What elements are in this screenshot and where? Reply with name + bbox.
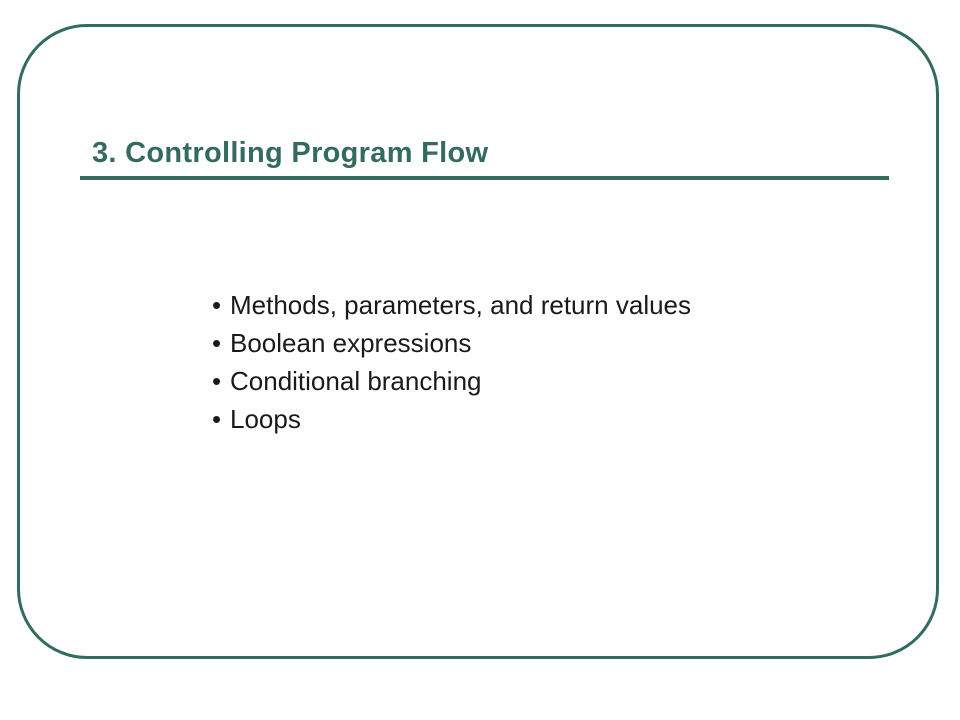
bullet-text: Boolean expressions (230, 328, 472, 358)
bullet-list (212, 286, 691, 438)
list-item (212, 324, 691, 362)
bullet-icon: • (212, 366, 222, 396)
bullet-text: Methods, parameters, and return values (230, 290, 692, 320)
bullet-icon: • (212, 404, 222, 434)
bullet-text: Loops (230, 404, 301, 434)
list-item (212, 362, 691, 400)
title-underline (80, 176, 889, 180)
list-item (212, 286, 691, 324)
bullet-text: Conditional branching (230, 366, 482, 396)
bullet-icon: • (212, 290, 222, 320)
bullet-icon: • (212, 328, 222, 358)
list-item (212, 400, 691, 438)
slide-title: 3. Controlling Program Flow (92, 137, 489, 169)
